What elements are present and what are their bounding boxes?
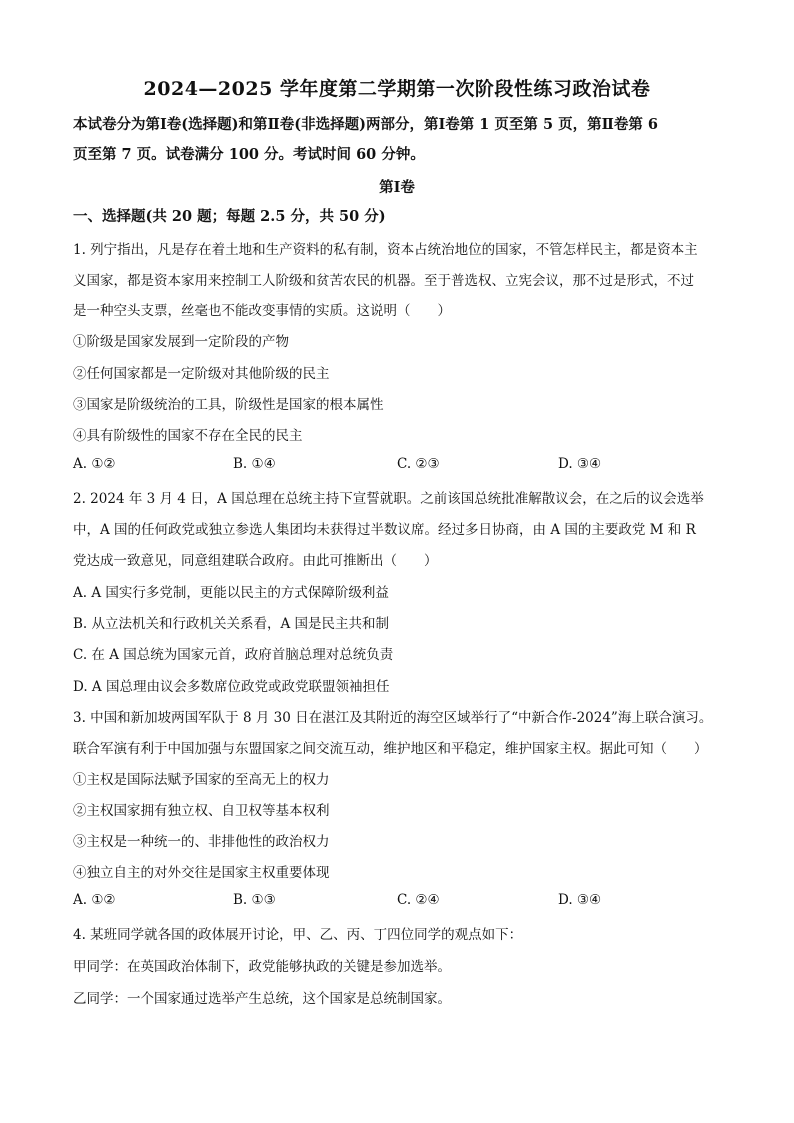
q3-option-c: C. ②④ [397,892,440,908]
q2-option-b: B. 从立法机关和行政机关关系看，A 国是民主共和制 [73,616,390,632]
intro-line-2: 页至第 7 页。试卷满分 100 分。考试时间 60 分钟。 [73,146,425,163]
q1-statement-2: ②任何国家都是一定阶级对其他阶级的民主 [73,366,330,382]
q3-option-b: B. ①③ [233,892,276,908]
q3-stem-line-1: 3. 中国和新加坡两国军队于 8 月 30 日在湛江及其附近的海空区域举行了“中新合作-2024”海上联合演习。 [73,710,713,726]
q3-statement-3: ③主权是一种统一的、非排他性的政治权力 [73,834,330,850]
q2-option-d: D. A 国总理由议会多数席位政党或政党联盟领袖担任 [73,679,390,695]
exam-title: 2024—2025 学年度第二学期第一次阶段性练习政治试卷 [143,78,651,100]
q3-statement-4: ④独立自主的对外交往是国家主权重要体现 [73,865,330,881]
part-title: 第Ⅰ卷 [379,179,415,196]
q4-opinion-yi: 乙同学：一个国家通过选举产生总统，这个国家是总统制国家。 [73,991,451,1007]
q2-option-c: C. 在 A 国总统为国家元首，政府首脑总理对总统负责 [73,647,394,663]
q1-stem-line-3: 是一种空头支票，丝毫也不能改变事情的实质。这说明（ ） [73,303,451,319]
exam-intro [73,110,723,170]
q3-option-a: A. ①② [73,892,116,908]
q2-option-a: A. A 国实行多党制，更能以民主的方式保障阶级利益 [73,585,389,601]
q1-stem-line-1: 1. 列宁指出，凡是存在着土地和生产资料的私有制，资本占统治地位的国家，不管怎样民主，都是资本主 [73,242,698,258]
q1-option-a: A. ①② [73,456,116,472]
q1-statement-4: ④具有阶级性的国家不存在全民的民主 [73,428,303,444]
q1-statement-1: ①阶级是国家发展到一定阶段的产物 [73,334,289,350]
q2-stem-line-1: 2. 2024 年 3 月 4 日，A 国总理在总统主持下宣誓就职。之前该国总统批准解散议会，在之后的议会选举 [73,491,704,507]
q1-option-c: C. ②③ [397,456,440,472]
q4-opinion-jia: 甲同学：在英国政治体制下，政党能够执政的关键是参加选举。 [73,959,451,975]
q3-statement-1: ①主权是国际法赋予国家的至高无上的权力 [73,772,330,788]
q3-option-d: D. ③④ [558,892,602,908]
q1-stem-line-2: 义国家，都是资本家用来控制工人阶级和贫苦农民的机器。至于普选权、立宪会议，那不过是形式，不过 [73,273,694,289]
q1-option-d: D. ③④ [558,456,602,472]
q2-stem-line-2: 中，A 国的任何政党或独立参选人集团均未获得过半数议席。经过多日协商，由 A 国的主要政党 M 和 R [73,522,696,538]
q3-statement-2: ②主权国家拥有独立权、自卫权等基本权利 [73,803,330,819]
q3-stem-line-2: 联合军演有利于中国加强与东盟国家之间交流互动，维护地区和平稳定，维护国家主权。据此可知（ ） [73,741,708,757]
section-heading: 一、选择题(共 20 题；每题 2.5 分，共 50 分) [73,208,386,225]
q4-stem-line-1: 4. 某班同学就各国的政体展开讨论，甲、乙、丙、丁四位同学的观点如下： [73,927,523,943]
q1-statement-3: ③国家是阶级统治的工具，阶级性是国家的根本属性 [73,397,384,413]
q1-option-b: B. ①④ [233,456,276,472]
intro-line-1: 本试卷分为第Ⅰ卷(选择题)和第Ⅱ卷(非选择题)两部分，第Ⅰ卷第 1 页至第 5 页，第Ⅱ卷第 6 [73,116,658,133]
q2-stem-line-3: 党达成一致意见，同意组建联合政府。由此可推断出（ ） [73,553,438,569]
